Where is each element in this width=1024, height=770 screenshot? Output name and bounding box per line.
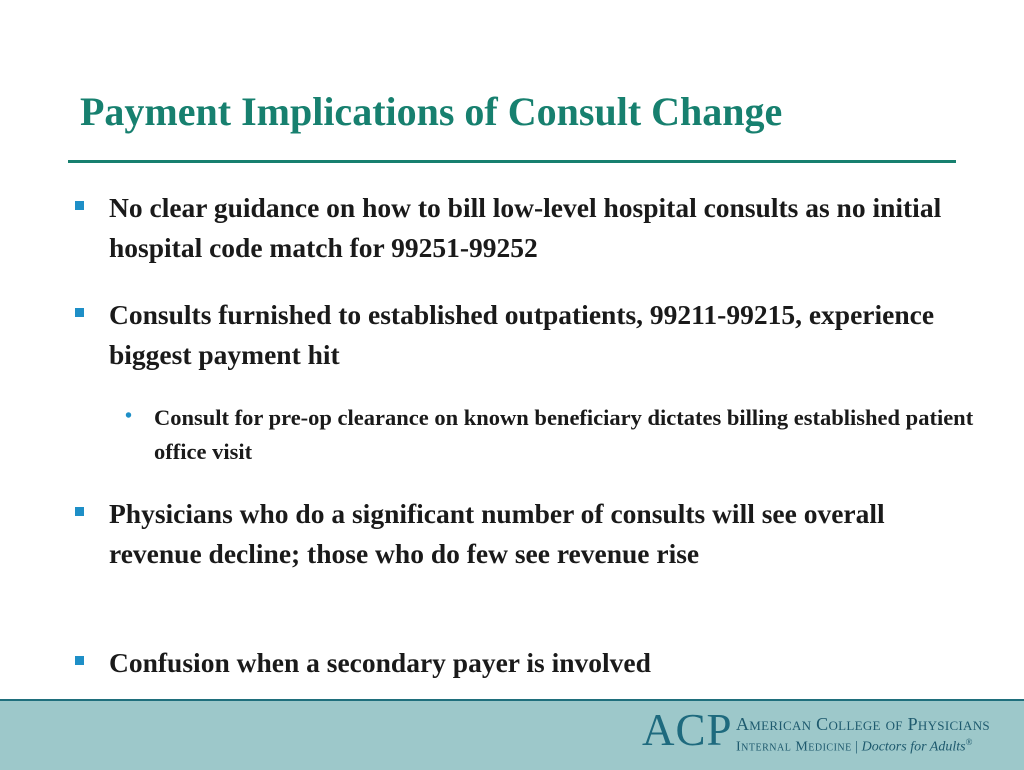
bullet-text: Consults furnished to established outpatients, 99211-99215, experience biggest payment hit — [109, 299, 935, 370]
tagline-separator: | — [855, 739, 859, 755]
square-bullet-icon — [75, 201, 84, 210]
acp-logo: ACP — [642, 705, 733, 755]
org-name: American College of Physicians — [736, 714, 990, 734]
registered-mark: ® — [965, 737, 973, 747]
square-bullet-icon — [75, 507, 84, 516]
square-bullet-icon — [75, 308, 84, 317]
sub-bullet-text: Consult for pre-op clearance on known beneficiary dictates billing established patient office visit — [154, 405, 974, 464]
tagline-doctors-for-adults: Doctors for Adults — [861, 739, 966, 755]
title-divider — [68, 160, 956, 163]
org-tagline — [736, 733, 972, 757]
slide-title: Payment Implications of Consult Change — [80, 89, 783, 134]
tagline-internal-medicine: Internal Medicine — [736, 739, 852, 755]
square-bullet-icon — [75, 656, 84, 665]
bullet-text: Confusion when a secondary payer is involved — [109, 647, 651, 678]
bullet-text: Physicians who do a significant number of consults will see overall revenue decline; those who do few see revenue rise — [109, 498, 885, 569]
dot-bullet-icon: • — [125, 405, 133, 427]
bullet-text: No clear guidance on how to bill low-level hospital consults as no initial hospital code match for 99251-99252 — [109, 192, 942, 263]
